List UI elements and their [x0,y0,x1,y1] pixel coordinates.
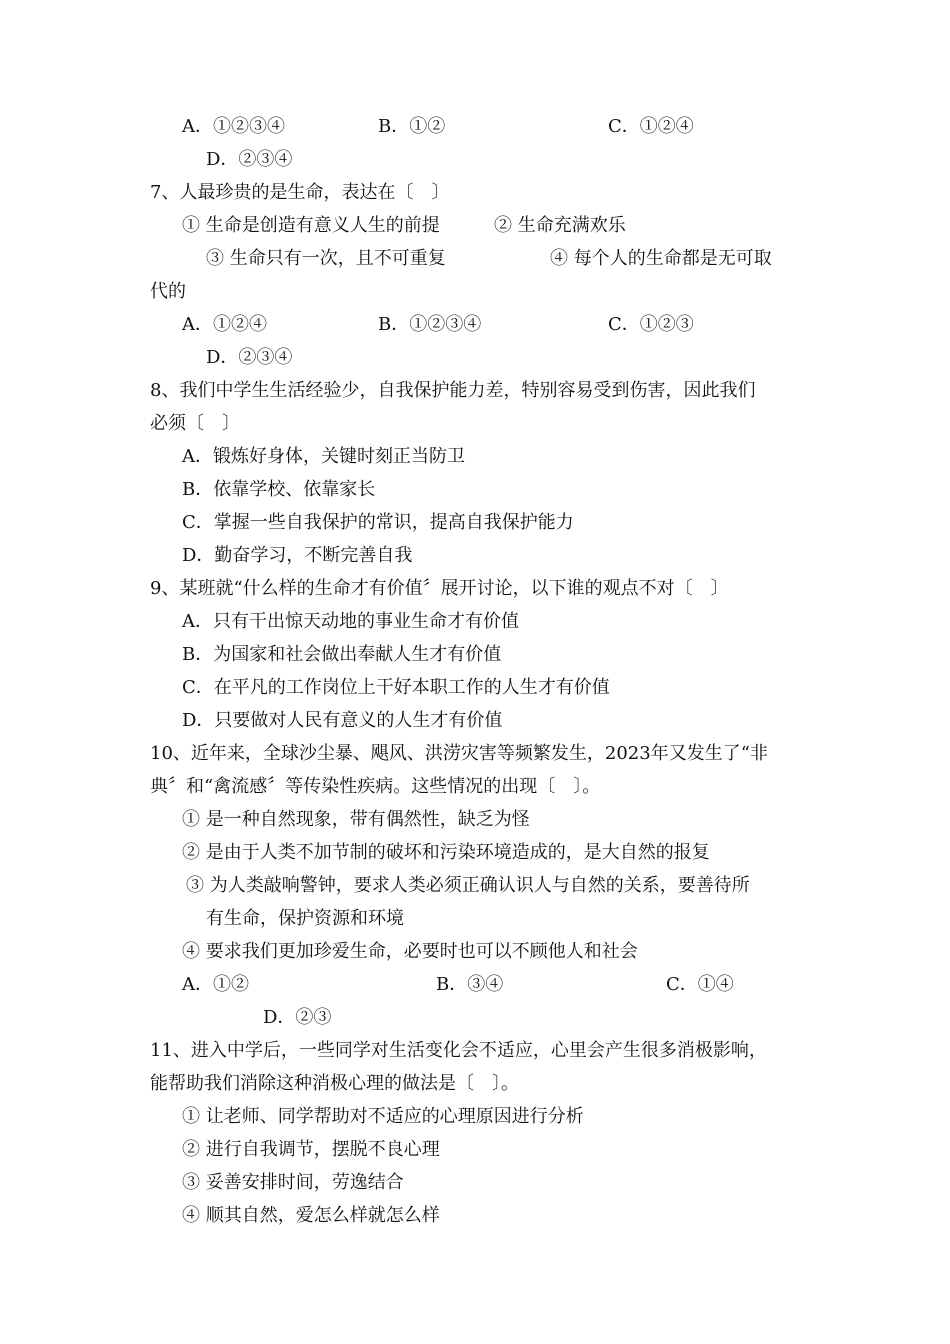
q10-item-1: ① 是一种自然现象，带有偶然性，缺乏为怪 [182,809,530,830]
q10-option-a: A．①② [182,974,249,995]
q7-item-3: ③ 生命只有一次，且不可重复 [206,248,446,269]
q7-option-b: B．①②③④ [378,314,482,335]
q11-item-2: ② 进行自我调节，摆脱不良心理 [182,1139,440,1160]
q7-option-c: C．①②③ [608,314,694,335]
q8-option-a: A．锻炼好身体，关键时刻正当防卫 [182,446,465,467]
q7-item-4-cont: 代的 [150,281,186,302]
q9-option-d: D．只要做对人民有意义的人生才有价值 [182,710,503,731]
q7-option-d: D．②③④ [206,347,293,368]
q10-item-3-line2: 有生命，保护资源和环境 [206,908,404,929]
q10-item-3-line1: ③ 为人类敲响警钟，要求人类必须正确认识人与自然的关系，要善待所 [186,875,750,896]
q10-stem-line1: 10、近年来，全球沙尘暴、飓风、洪涝灾害等频繁发生，2023年又发生了“非 [150,743,768,764]
q8-stem-line2: 必须〔 〕 [150,413,240,434]
q7-item-4: ④ 每个人的生命都是无可取 [550,248,772,269]
q8-stem-line1: 8、我们中学生生活经验少，自我保护能力差，特别容易受到伤害，因此我们 [150,380,756,401]
q10-option-d: D．②③ [263,1007,332,1028]
q7-option-a: A．①②④ [182,314,267,335]
q7-stem: 7、人最珍贵的是生命，表达在〔 〕 [150,182,450,203]
q9-option-a: A．只有干出惊天动地的事业生命才有价值 [182,611,519,632]
q11-stem-line1: 11、进入中学后，一些同学对生活变化会不适应，心里会产生很多消极影响， [150,1040,767,1061]
q9-option-c: C．在平凡的工作岗位上干好本职工作的人生才有价值 [182,677,610,698]
q6-option-a: A．①②③④ [182,116,285,137]
q10-item-4: ④ 要求我们更加珍爱生命，必要时也可以不顾他人和社会 [182,941,638,962]
q8-option-c: C．掌握一些自我保护的常识，提高自我保护能力 [182,512,574,533]
q11-stem-line2: 能帮助我们消除这种消极心理的做法是〔 〕。 [150,1073,519,1094]
q10-option-b: B．③④ [436,974,504,995]
q6-option-c: C．①②④ [608,116,694,137]
q7-item-2: ② 生命充满欢乐 [494,215,626,236]
q11-item-1: ① 让老师、同学帮助对不适应的心理原因进行分析 [182,1106,584,1127]
q8-option-b: B．依靠学校、依靠家长 [182,479,376,500]
q9-option-b: B．为国家和社会做出奉献人生才有价值 [182,644,502,665]
q9-stem: 9、某班就“什么样的生命才有价值〞展开讨论，以下谁的观点不对〔 〕 [150,578,729,599]
q10-option-c: C．①④ [666,974,734,995]
q7-item-1: ① 生命是创造有意义人生的前提 [182,215,440,236]
q10-stem-line2: 典〞和“禽流感〞等传染性疾病。这些情况的出现〔 〕。 [150,776,601,797]
q6-option-d: D．②③④ [206,149,293,170]
q11-item-3: ③ 妥善安排时间，劳逸结合 [182,1172,404,1193]
q10-item-2: ② 是由于人类不加节制的破坏和污染环境造成的，是大自然的报复 [182,842,710,863]
q6-option-b: B．①② [378,116,446,137]
q8-option-d: D．勤奋学习，不断完善自我 [182,545,413,566]
q11-item-4: ④ 顺其自然，爱怎么样就怎么样 [182,1205,440,1226]
